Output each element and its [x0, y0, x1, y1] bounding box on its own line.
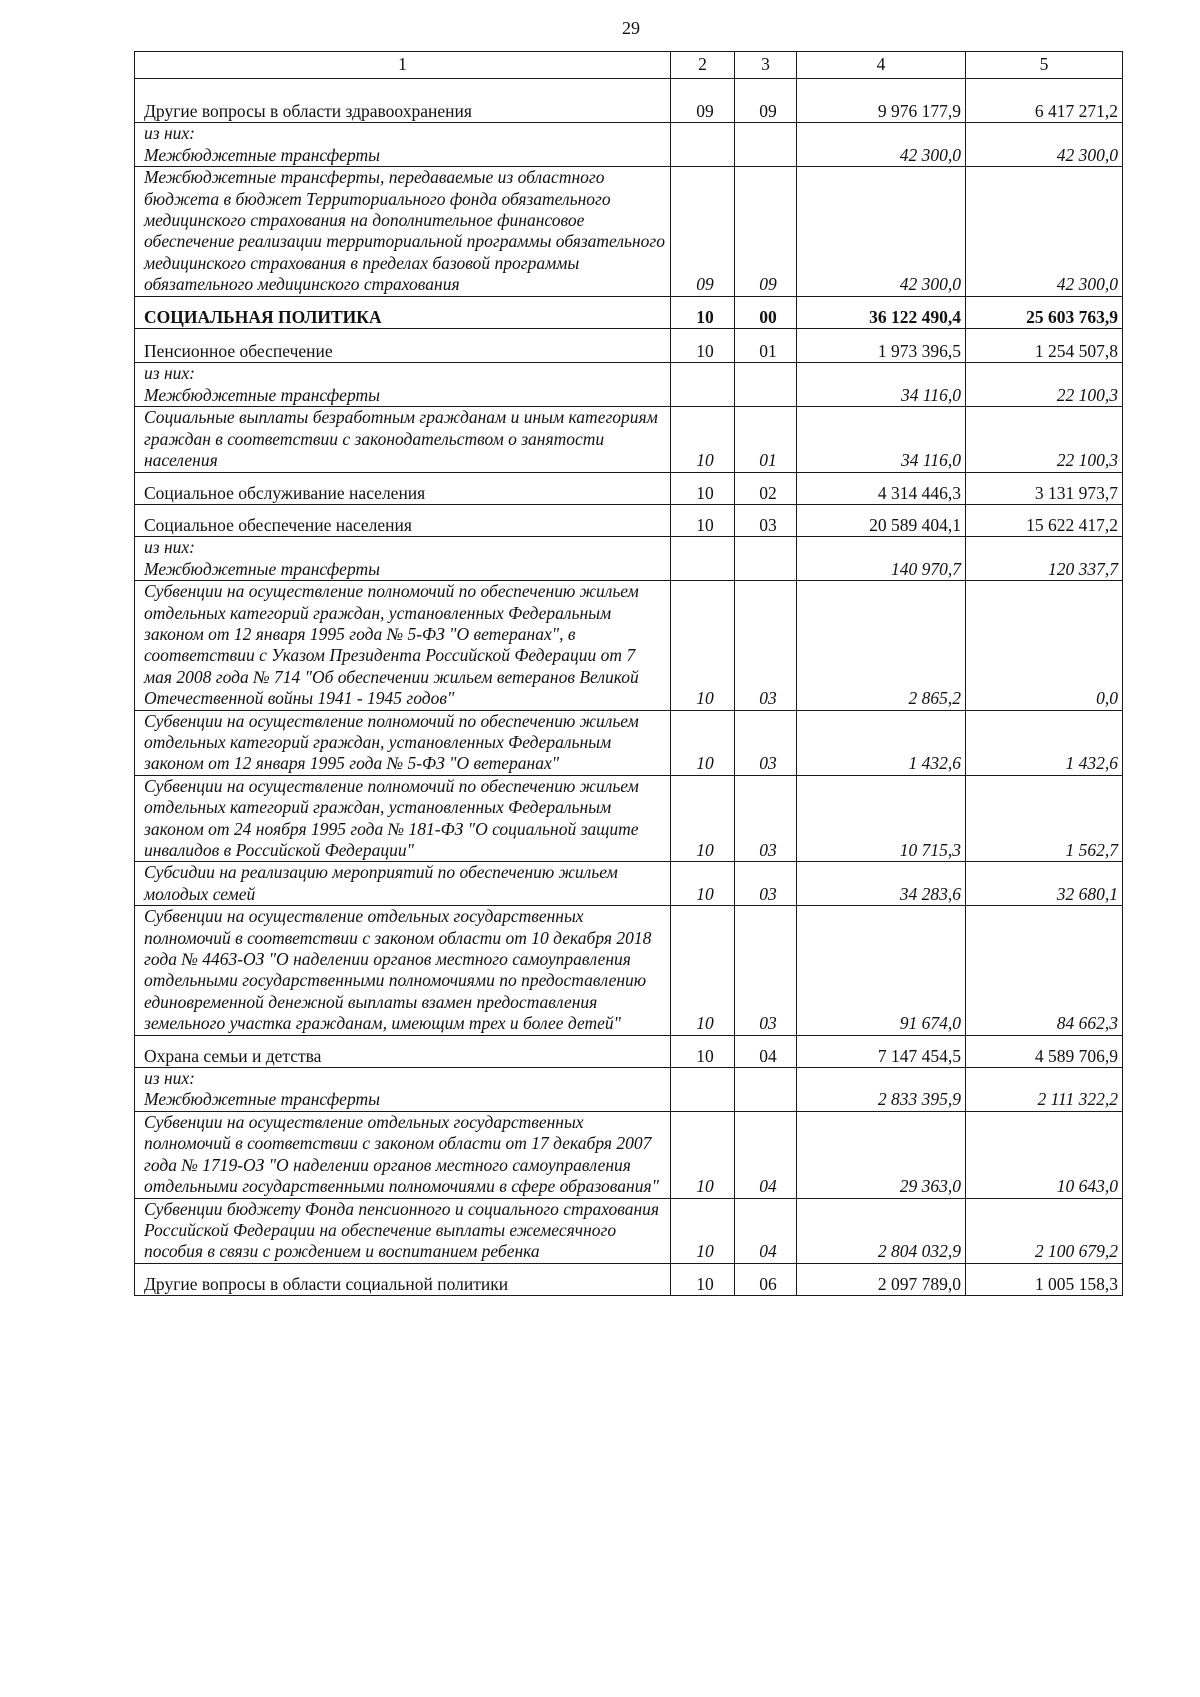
table-row	[135, 775, 1123, 862]
row-text: Межбюджетные трансферты	[144, 384, 380, 405]
row-text: Межбюджетные трансферты	[144, 1089, 380, 1110]
amount-plan-cell: 91 674,0	[797, 906, 966, 1035]
amount-plan-cell: 42 300,0	[797, 123, 966, 167]
amount-plan-cell: 34 116,0	[797, 363, 966, 407]
amount-plan-cell: 34 116,0	[797, 407, 966, 472]
row-text: Социальное обеспечение населения	[144, 514, 412, 535]
amount-actual-cell: 1 005 158,3	[966, 1263, 1123, 1295]
row-description	[135, 1068, 671, 1112]
subsection-code-cell: 01	[735, 329, 797, 363]
row-description	[135, 329, 671, 363]
amount-actual-cell: 25 603 763,9	[966, 296, 1123, 328]
section-code-cell: 10	[671, 407, 735, 472]
amount-actual-cell: 32 680,1	[966, 862, 1123, 906]
table-row	[135, 537, 1123, 581]
table-row	[135, 79, 1123, 123]
subsection-code-cell: 09	[735, 167, 797, 296]
row-intro: из них:	[144, 123, 195, 144]
amount-plan-cell: 7 147 454,5	[797, 1035, 966, 1067]
table-header-row	[135, 52, 1123, 79]
table-row	[135, 472, 1123, 504]
amount-actual-cell: 2 111 322,2	[966, 1068, 1123, 1112]
row-description	[135, 1263, 671, 1295]
subsection-code-cell: 03	[735, 581, 797, 710]
amount-plan-cell: 34 283,6	[797, 862, 966, 906]
section-code-cell: 10	[671, 581, 735, 710]
amount-plan-cell: 9 976 177,9	[797, 79, 966, 123]
table-row	[135, 1198, 1123, 1263]
subsection-code-cell: 04	[735, 1111, 797, 1198]
row-intro: из них:	[144, 1068, 195, 1089]
subsection-code-cell	[735, 123, 797, 167]
row-text: Другие вопросы в области социальной политики	[144, 1273, 509, 1294]
row-description	[135, 1198, 671, 1263]
amount-plan-cell: 2 804 032,9	[797, 1198, 966, 1263]
row-description	[135, 862, 671, 906]
row-text: Субвенции на осуществление полномочий по обеспечению жильем отдельных категорий граждан, установленных Федеральным законом от 12 января 1995 года № 5-ФЗ "О ветеранах"	[144, 710, 639, 774]
amount-actual-cell: 42 300,0	[966, 123, 1123, 167]
row-intro: из них:	[144, 537, 195, 558]
row-description	[135, 472, 671, 504]
amount-actual-cell: 1 254 507,8	[966, 329, 1123, 363]
table-row	[135, 1035, 1123, 1067]
row-intro: из них:	[144, 363, 195, 384]
header-cell: 5	[966, 52, 1123, 79]
row-description	[135, 79, 671, 123]
row-description	[135, 407, 671, 472]
header-cell: 3	[735, 52, 797, 79]
row-description	[135, 906, 671, 1035]
row-description	[135, 123, 671, 167]
subsection-code-cell: 03	[735, 862, 797, 906]
subsection-code-cell: 04	[735, 1198, 797, 1263]
table-row	[135, 123, 1123, 167]
subsection-code-cell: 06	[735, 1263, 797, 1295]
header-cell: 4	[797, 52, 966, 79]
section-code-cell: 10	[671, 775, 735, 862]
section-code-cell: 09	[671, 79, 735, 123]
section-code-cell: 10	[671, 329, 735, 363]
amount-actual-cell: 0,0	[966, 581, 1123, 710]
amount-plan-cell: 42 300,0	[797, 167, 966, 296]
amount-plan-cell: 36 122 490,4	[797, 296, 966, 328]
row-text: Межбюджетные трансферты, передаваемые из областного бюджета в бюджет Территориального фонда обязательного медицинского страхования на дополнительное финансовое обеспечение реализации территориальной программы обязательного медицинского страхования в пределах базовой программы обязательного медицинского страхования	[144, 167, 665, 295]
table-row	[135, 1111, 1123, 1198]
subsection-code-cell: 02	[735, 472, 797, 504]
table-row	[135, 1068, 1123, 1112]
table-row	[135, 504, 1123, 536]
subsection-code-cell	[735, 363, 797, 407]
amount-plan-cell: 10 715,3	[797, 775, 966, 862]
amount-actual-cell: 2 100 679,2	[966, 1198, 1123, 1263]
row-text: Межбюджетные трансферты	[144, 144, 380, 165]
table-row	[135, 296, 1123, 328]
section-code-cell: 10	[671, 906, 735, 1035]
row-text: Субвенции бюджету Фонда пенсионного и социального страхования Российской Федерации на обеспечение выплаты ежемесячного пособия в связи с рождением и воспитанием ребенка	[144, 1198, 660, 1262]
table-row	[135, 407, 1123, 472]
amount-actual-cell: 1 562,7	[966, 775, 1123, 862]
row-text: Охрана семьи и детства	[144, 1045, 322, 1066]
amount-plan-cell: 1 432,6	[797, 710, 966, 775]
section-code-cell: 10	[671, 296, 735, 328]
row-text: Пенсионное обеспечение	[144, 341, 333, 362]
table-row	[135, 581, 1123, 710]
subsection-code-cell: 03	[735, 504, 797, 536]
row-text: Субсидии на реализацию мероприятий по обеспечению жильем молодых семей	[144, 862, 618, 904]
table-row	[135, 906, 1123, 1035]
section-code-cell: 10	[671, 710, 735, 775]
amount-actual-cell: 84 662,3	[966, 906, 1123, 1035]
section-code-cell: 10	[671, 1111, 735, 1198]
section-code-cell: 10	[671, 1035, 735, 1067]
subsection-code-cell: 00	[735, 296, 797, 328]
row-text: Субвенции на осуществление полномочий по обеспечению жильем отдельных категорий граждан, установленных Федеральным законом от 12 января 1995 года № 5-ФЗ "О ветеранах", в соответствии с Указом Президента Российской Федерации от 7 мая 2008 года № 714 "Об обеспечении жильем ветеранов Великой Отечественной войны 1941 - 1945 годов"	[144, 581, 639, 709]
row-description	[135, 363, 671, 407]
subsection-code-cell	[735, 1068, 797, 1112]
subsection-code-cell: 03	[735, 775, 797, 862]
amount-actual-cell: 10 643,0	[966, 1111, 1123, 1198]
amount-actual-cell: 15 622 417,2	[966, 504, 1123, 536]
section-code-cell: 10	[671, 504, 735, 536]
row-text: Субвенции на осуществление отдельных государственных полномочий в соответствии с законом области от 10 декабря 2018 года № 4463-ОЗ "О наделении органов местного самоуправления отдельными государственными полномочиями по предоставлению единовременной денежной выплаты взамен предоставления земельного участка гражданам, имеющим трех и более детей"	[144, 906, 652, 1034]
section-code-cell	[671, 1068, 735, 1112]
table-row	[135, 167, 1123, 296]
section-code-cell	[671, 537, 735, 581]
section-code-cell	[671, 123, 735, 167]
row-text: Социальное обслуживание населения	[144, 482, 426, 503]
subsection-code-cell: 09	[735, 79, 797, 123]
amount-plan-cell: 20 589 404,1	[797, 504, 966, 536]
budget-table	[134, 51, 1123, 1296]
table-row	[135, 363, 1123, 407]
subsection-code-cell: 03	[735, 710, 797, 775]
subsection-code-cell: 01	[735, 407, 797, 472]
subsection-code-cell: 04	[735, 1035, 797, 1067]
amount-actual-cell: 22 100,3	[966, 363, 1123, 407]
header-cell: 2	[671, 52, 735, 79]
amount-actual-cell: 3 131 973,7	[966, 472, 1123, 504]
row-text: Субвенции на осуществление полномочий по обеспечению жильем отдельных категорий граждан, установленных Федеральным законом от 24 ноября 1995 года № 181-ФЗ "О социальной защите инвалидов в Российской Федерации"	[144, 775, 639, 860]
header-cell: 1	[135, 52, 671, 79]
row-text: Субвенции на осуществление отдельных государственных полномочий в соответствии с законом области от 17 декабря 2007 года № 1719-ОЗ "О наделении органов местного самоуправления отдельными государственными полномочиями в сфере образования"	[144, 1111, 659, 1197]
amount-plan-cell: 1 973 396,5	[797, 329, 966, 363]
section-code-cell: 10	[671, 472, 735, 504]
row-text: Социальные выплаты безработным гражданам и иным категориям граждан в соответствии с законодательством о занятости населения	[144, 407, 658, 471]
amount-actual-cell: 22 100,3	[966, 407, 1123, 472]
row-description	[135, 296, 671, 328]
row-description	[135, 581, 671, 710]
section-code-cell: 10	[671, 862, 735, 906]
section-code-cell: 10	[671, 1198, 735, 1263]
table-row	[135, 1263, 1123, 1295]
table-body	[135, 52, 1123, 1296]
amount-actual-cell: 1 432,6	[966, 710, 1123, 775]
amount-plan-cell: 4 314 446,3	[797, 472, 966, 504]
row-description	[135, 537, 671, 581]
amount-plan-cell: 2 865,2	[797, 581, 966, 710]
row-text: Другие вопросы в области здравоохранения	[144, 101, 472, 121]
row-description	[135, 1111, 671, 1198]
amount-plan-cell: 29 363,0	[797, 1111, 966, 1198]
row-text: Межбюджетные трансферты	[144, 558, 380, 579]
amount-actual-cell: 6 417 271,2	[966, 79, 1123, 123]
amount-actual-cell: 4 589 706,9	[966, 1035, 1123, 1067]
amount-plan-cell: 140 970,7	[797, 537, 966, 581]
table-row	[135, 710, 1123, 775]
section-code-cell: 09	[671, 167, 735, 296]
page-number: 29	[622, 18, 640, 38]
row-description	[135, 775, 671, 862]
amount-actual-cell: 42 300,0	[966, 167, 1123, 296]
amount-actual-cell: 120 337,7	[966, 537, 1123, 581]
row-description	[135, 167, 671, 296]
amount-plan-cell: 2 833 395,9	[797, 1068, 966, 1112]
subsection-code-cell	[735, 537, 797, 581]
section-code-cell	[671, 363, 735, 407]
row-description	[135, 710, 671, 775]
row-text: СОЦИАЛЬНАЯ ПОЛИТИКА	[144, 306, 382, 327]
section-code-cell: 10	[671, 1263, 735, 1295]
table-row	[135, 862, 1123, 906]
subsection-code-cell: 03	[735, 906, 797, 1035]
table-row	[135, 329, 1123, 363]
row-description	[135, 504, 671, 536]
amount-plan-cell: 2 097 789,0	[797, 1263, 966, 1295]
row-description	[135, 1035, 671, 1067]
